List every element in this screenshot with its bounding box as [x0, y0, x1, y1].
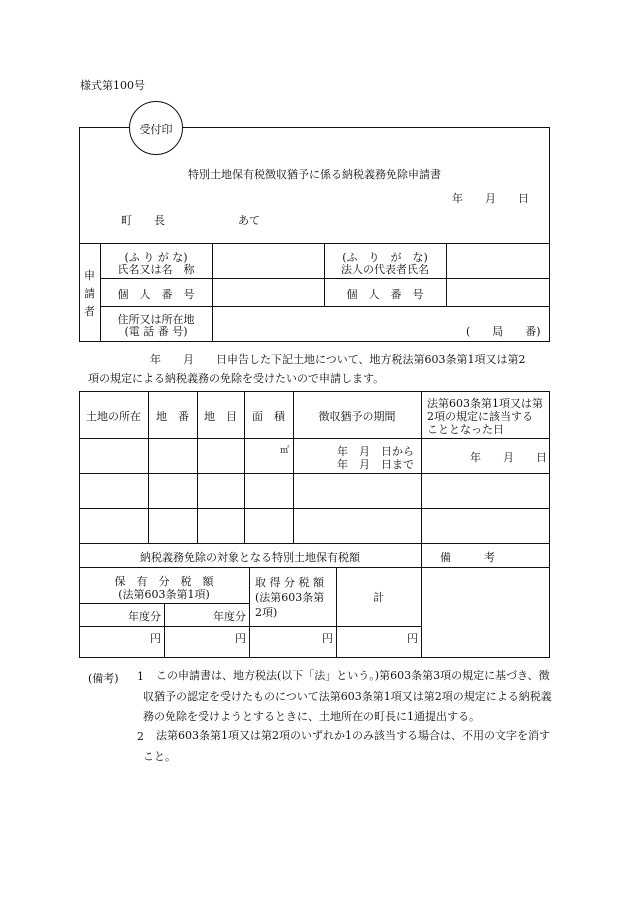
receipt-stamp: [129, 101, 183, 155]
tax-title-bottom: [79, 567, 550, 568]
yen-1: 円: [150, 632, 161, 645]
rep-id-label: 個 人 番 号: [346, 288, 424, 301]
statement-line-2: 項の規定による納税義務の免除を受けたいので申請します。: [88, 372, 385, 385]
remarks-bottom: [421, 657, 550, 658]
addressee-town: 町 長: [121, 214, 165, 227]
rep-label: 法人の代表者氏名: [341, 263, 429, 276]
top-box-border-right: [549, 127, 550, 342]
acquisition-sub-1: (法第603条第: [255, 591, 325, 604]
note-2-number: 2: [137, 730, 144, 743]
applicant-mid-line-2: [100, 306, 550, 307]
total-label: 計: [373, 591, 384, 604]
applicant-col-2: [212, 243, 213, 341]
applicant-side-1: 申: [84, 269, 95, 282]
personal-id-label: 個 人 番 号: [117, 288, 195, 301]
land-table-top: [79, 391, 550, 392]
page-title: 特別土地保有税徴収猶予に係る納税義務免除申請書: [188, 168, 441, 181]
receipt-stamp-label: 受付印: [139, 123, 173, 136]
yen-4: 円: [407, 632, 418, 645]
holding-label: 保 有 分 税 額: [114, 575, 214, 588]
addressee-to: あて: [238, 214, 260, 227]
land-table-row-1: [79, 473, 550, 474]
header-area: 面 積: [252, 410, 285, 423]
land-col-5: [421, 391, 422, 543]
header-location: 土地の所在: [86, 410, 141, 423]
period-to: 年 月 日まで: [337, 458, 414, 471]
fiscal-year-1: 年度分: [128, 610, 161, 623]
applicant-side-2: 請: [84, 287, 95, 300]
area-unit: ㎡: [280, 446, 290, 456]
header-applicable-1: 法第603条第1項又は第: [427, 397, 543, 410]
applicable-date-value: 年 月 日: [470, 451, 547, 464]
note-1-text: この申請書は、地方税法(以下「法」という。)第603条第3項の規定に基づき、徴収猶予の認定を受けたものについて法第603条第1項又は第2項の規定による納税義務の免除を受けようとするときに、土地所在の町長に1通提出する。: [143, 669, 552, 723]
address-label: 住所又は所在地: [117, 313, 195, 326]
statement-line-1: 年 月 日申告した下記土地について、地方税法第603条第1項又は第2: [150, 353, 526, 366]
notes-heading: (備考): [88, 672, 119, 685]
land-col-6: [549, 391, 550, 543]
note-2-text: 法第603条第1項又は第2項のいずれか1のみ該当する場合は、不用の文字を消すこと。: [143, 729, 550, 763]
name-furigana: (ふ り が な): [124, 251, 188, 264]
remarks-label: 備 考: [440, 551, 495, 564]
applicant-mid-line-1: [100, 278, 550, 279]
land-table-header-bottom: [79, 438, 550, 439]
period-from: 年 月 日から: [337, 445, 414, 458]
holding-sub: (法第603条第1項): [118, 588, 210, 601]
acquisition-sub-2: 2項): [255, 606, 278, 619]
date-line: 年 月 日: [452, 192, 529, 205]
header-applicable-2: 2項の規定に該当する: [427, 410, 533, 423]
rep-furigana: (ふ り が な): [342, 251, 428, 264]
fiscal-year-2: 年度分: [213, 610, 246, 623]
land-table-bottom: [79, 543, 550, 544]
note-1-number: 1: [137, 670, 144, 683]
tax-title: 納税義務免除の対象となる特別土地保有税額: [140, 551, 360, 564]
phone-bureau: ( 局 番): [466, 325, 541, 338]
tax-values-top: [79, 626, 422, 627]
name-label: 氏名又は名 称: [117, 263, 195, 276]
tax-values-bottom: [79, 657, 422, 658]
applicant-bottom-line: [79, 341, 550, 342]
form-number: 様式第100号: [80, 79, 145, 92]
applicant-side-3: 者: [84, 305, 95, 318]
applicant-col-4: [446, 243, 447, 306]
header-period: 徴収猶予の期間: [318, 410, 396, 423]
header-lot: 地 番: [156, 410, 189, 423]
yen-3: 円: [322, 632, 333, 645]
acquisition-label: 取 得 分 税 額: [255, 576, 324, 589]
header-category: 地 目: [204, 410, 237, 423]
tax-col-4: [421, 543, 422, 657]
tax-col-5: [549, 543, 550, 657]
phone-label: (電 話 番 号): [124, 325, 188, 338]
header-applicable-3: こととなった日: [427, 423, 504, 436]
land-table-row-2: [79, 508, 550, 509]
yen-2: 円: [235, 632, 246, 645]
applicant-top-line: [79, 243, 550, 244]
